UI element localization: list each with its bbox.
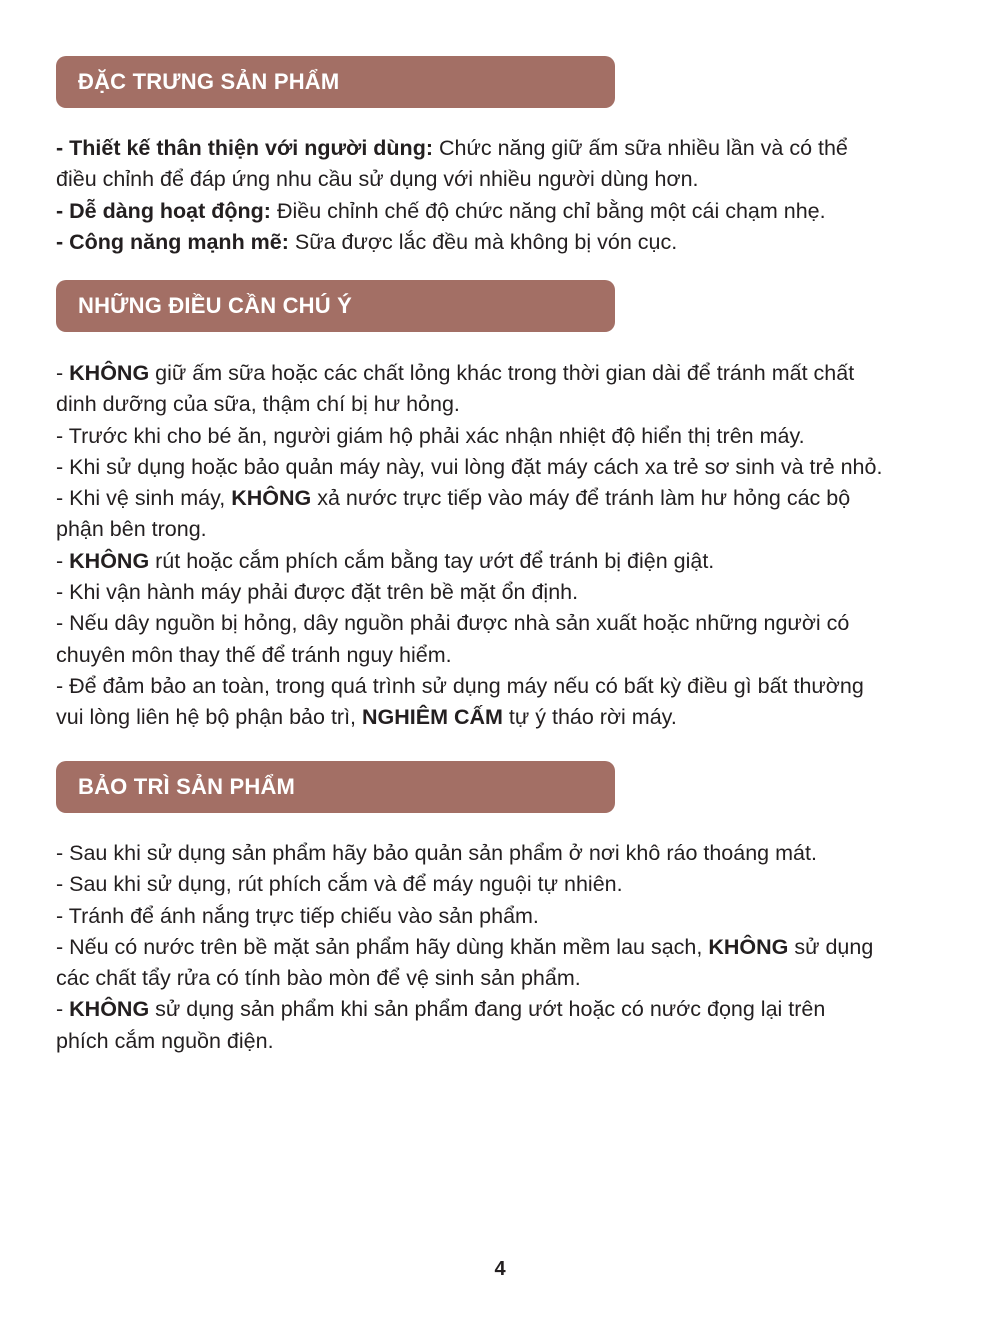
note-item: [56, 577, 966, 608]
maintenance-prefix: -: [56, 997, 70, 1022]
note-text: chuyên môn thay thế để tránh nguy hiểm.: [56, 642, 452, 667]
maintenance-text: - Tránh để ánh nắng trực tiếp chiếu vào sản phẩm.: [56, 903, 539, 928]
feature-label: - Công năng mạnh mẽ:: [56, 229, 289, 254]
note-strong: KHÔNG: [69, 548, 150, 573]
note-text: - Khi vệ sinh máy,: [56, 486, 232, 511]
note-text: phận bên trong.: [56, 517, 207, 542]
note-item-continued: [56, 389, 966, 420]
note-text: rút hoặc cắm phích cắm bằng tay ướt để tránh bị điện giật.: [149, 548, 715, 573]
section-title-features: ĐẶC TRƯNG SẢN PHẨM: [78, 69, 340, 94]
section-header-notes: [56, 280, 615, 332]
note-strong: NGHIÊM CẤM: [362, 705, 503, 730]
note-item: [56, 421, 966, 452]
note-text: - Nếu dây nguồn bị hỏng, dây nguồn phải được nhà sản xuất hoặc những người có: [56, 611, 850, 636]
note-text: dinh dưỡng của sữa, thậm chí bị hư hỏng.: [56, 392, 460, 417]
maintenance-strong: KHÔNG: [708, 934, 789, 959]
note-text: giữ ấm sữa hoặc các chất lỏng khác trong thời gian dài để tránh mất chất: [149, 361, 855, 385]
maintenance-item: [56, 932, 966, 963]
feature-text: điều chỉnh để đáp ứng nhu cầu sử dụng với nhiều người dùng hơn.: [56, 167, 699, 192]
feature-text: Điều chỉnh chế độ chức năng chỉ bằng một cái chạm nhẹ.: [270, 198, 826, 223]
note-item: [56, 358, 966, 389]
page-number: 4: [494, 1258, 506, 1280]
note-text: - Để đảm bảo an toàn, trong quá trình sử dụng máy nếu có bất kỳ điều gì bất thường: [56, 673, 864, 698]
maintenance-text: sử dụng: [788, 934, 874, 959]
note-strong: KHÔNG: [69, 361, 150, 385]
feature-label: - Dễ dàng hoạt động:: [56, 198, 271, 223]
note-prefix: -: [56, 361, 70, 385]
feature-item-continued: [56, 164, 966, 195]
note-text: tự ý tháo rời máy.: [502, 705, 677, 730]
feature-item: [56, 133, 966, 164]
maintenance-item: [56, 901, 966, 932]
maintenance-text: - Nếu có nước trên bề mặt sản phẩm hãy dùng khăn mềm lau sạch,: [56, 934, 709, 959]
note-item: [56, 608, 966, 639]
note-item-continued: [56, 514, 966, 545]
section-header-maintenance: [56, 761, 615, 813]
section-header-features: [56, 56, 615, 108]
maintenance-item: [56, 994, 966, 1025]
feature-item: [56, 227, 966, 258]
maintenance-text: - Sau khi sử dụng, rút phích cắm và để máy nguội tự nhiên.: [56, 872, 623, 897]
maintenance-text: phích cắm nguồn điện.: [56, 1028, 274, 1053]
note-item-continued: [56, 640, 966, 671]
note-text: - Khi vận hành máy phải được đặt trên bề mặt ổn định.: [56, 580, 579, 605]
note-strong: KHÔNG: [231, 486, 312, 511]
maintenance-item-continued: [56, 1026, 966, 1057]
section-title-maintenance: BẢO TRÌ SẢN PHẨM: [78, 774, 296, 799]
note-text: xả nước trực tiếp vào máy để tránh làm hư hỏng các bộ: [311, 486, 851, 511]
section-body-maintenance: [56, 838, 966, 1057]
maintenance-text: các chất tẩy rửa có tính bào mòn để vệ sinh sản phẩm.: [56, 966, 581, 991]
note-item: [56, 452, 966, 483]
note-text: - Khi sử dụng hoặc bảo quản máy này, vui lòng đặt máy cách xa trẻ sơ sinh và trẻ nhỏ.: [56, 454, 883, 479]
feature-item: [56, 196, 966, 227]
note-item: [56, 483, 966, 514]
maintenance-item-continued: [56, 963, 966, 994]
note-text: - Trước khi cho bé ăn, người giám hộ phải xác nhận nhiệt độ hiển thị trên máy.: [56, 423, 805, 448]
maintenance-item: [56, 869, 966, 900]
note-item: [56, 546, 966, 577]
maintenance-strong: KHÔNG: [69, 997, 150, 1022]
note-prefix: -: [56, 548, 70, 573]
maintenance-text: - Sau khi sử dụng sản phẩm hãy bảo quản sản phẩm ở nơi khô ráo thoáng mát.: [56, 841, 817, 865]
section-body-features: [56, 133, 966, 258]
feature-text: Sữa được lắc đều mà không bị vón cục.: [288, 229, 678, 254]
note-item-continued: [56, 702, 966, 733]
feature-label: - Thiết kế thân thiện với người dùng:: [56, 136, 433, 160]
maintenance-text: sử dụng sản phẩm khi sản phẩm đang ướt hoặc có nước đọng lại trên: [149, 997, 826, 1022]
note-item: [56, 671, 966, 702]
note-text: vui lòng liên hệ bộ phận bảo trì,: [56, 705, 362, 730]
feature-text: Chức năng giữ ấm sữa nhiều lần và có thể: [433, 136, 848, 160]
section-title-notes: NHỮNG ĐIỀU CẦN CHÚ Ý: [78, 293, 353, 318]
section-body-notes: [56, 358, 966, 734]
maintenance-item: [56, 838, 966, 869]
